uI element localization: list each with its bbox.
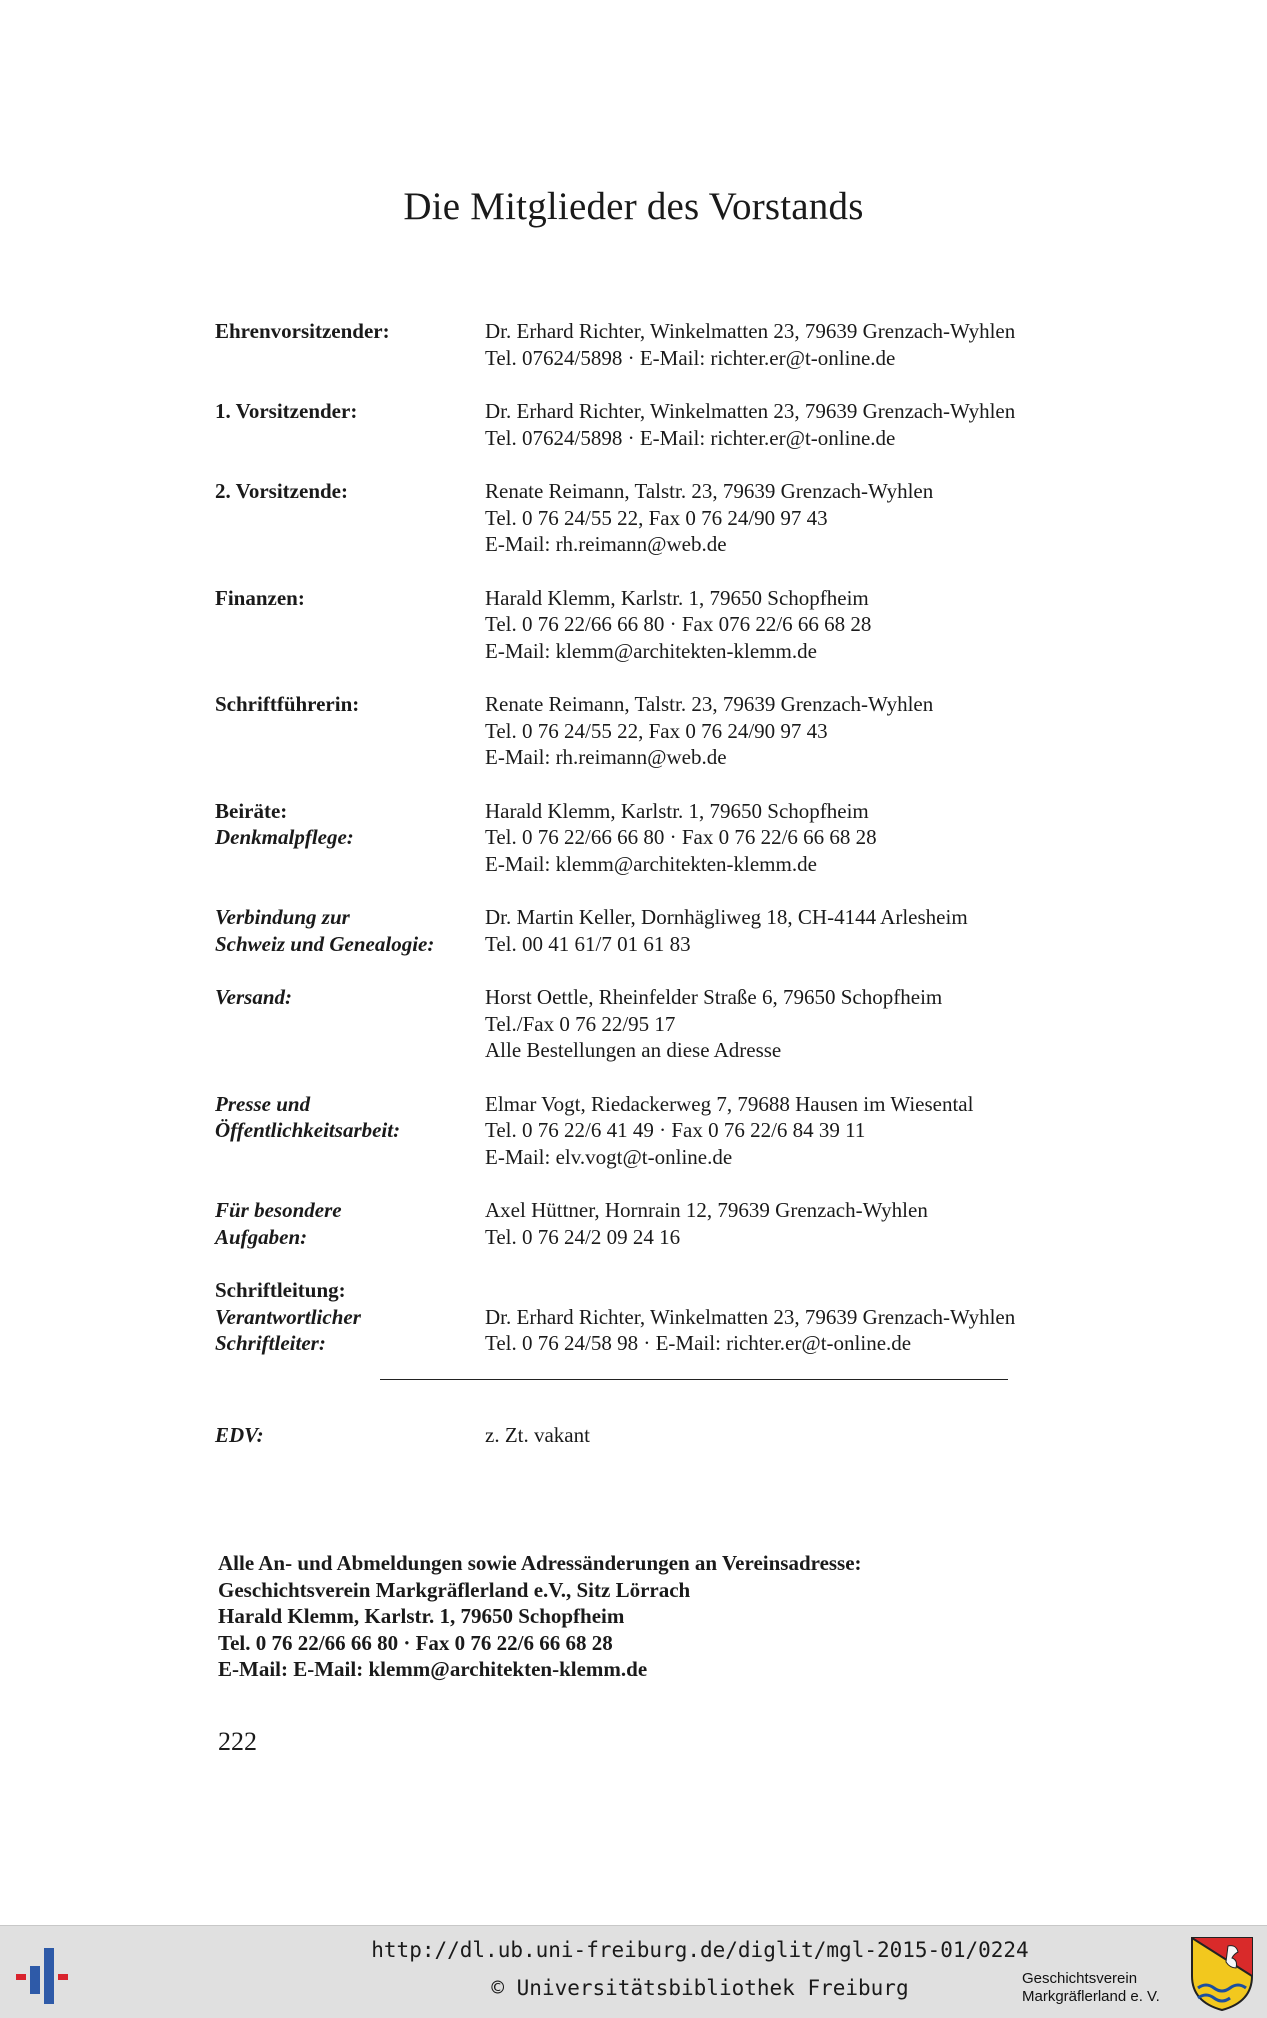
contact-line: Dr. Erhard Richter, Winkelmatten 23, 79639 Grenzach-Wyhlen <box>485 1304 1016 1329</box>
contact-line: E-Mail: rh.reimann@web.de <box>485 532 727 556</box>
role-label: Öffentlichkeitsarbeit: <box>215 1118 401 1142</box>
contact-line: Tel. 0 76 24/2 09 24 16 <box>485 1224 681 1249</box>
entry-besondere-aufgaben <box>215 1197 1135 1250</box>
entry-label <box>215 798 485 878</box>
contact-line: Dr. Erhard Richter, Winkelmatten 23, 79639 Grenzach-Wyhlen <box>485 319 1016 343</box>
permalink-url[interactable]: http://dl.ub.uni-freiburg.de/diglit/mgl-2015-01/0224 <box>371 1938 1029 1962</box>
contact-line: Renate Reimann, Talstr. 23, 79639 Grenzach-Wyhlen <box>485 479 934 503</box>
entry-contact <box>485 318 1135 371</box>
entry-presse <box>215 1091 1135 1171</box>
society-line: Markgräflerland e. V. <box>1022 1988 1160 2005</box>
viewer-footer-bar <box>0 1925 1267 2018</box>
role-label: Schweiz und Genealogie: <box>215 931 435 956</box>
role-sublabel: Denkmalpflege: <box>215 825 354 849</box>
notice-line: Harald Klemm, Karlstr. 1, 79650 Schopfheim <box>218 1604 625 1628</box>
contact-line: Axel Hüttner, Hornrain 12, 79639 Grenzach-Wyhlen <box>485 1198 928 1222</box>
entry-label <box>215 318 485 371</box>
membership-notice <box>218 1550 1118 1683</box>
notice-line: Tel. 0 76 22/66 66 80 · Fax 0 76 22/6 66 68 28 <box>218 1630 613 1655</box>
entry-contact <box>485 585 1135 665</box>
ub-freiburg-logo-icon[interactable] <box>16 1944 82 2004</box>
role-label: Verbindung zur <box>215 905 350 929</box>
role-label: 1. Vorsitzender: <box>215 399 358 423</box>
entry-contact <box>485 478 1135 558</box>
notice-line: E-Mail: E-Mail: klemm@architekten-klemm.de <box>218 1657 648 1681</box>
contact-line <box>485 1277 1135 1304</box>
entry-contact <box>485 1091 1135 1171</box>
contact-line: E-Mail: klemm@architekten-klemm.de <box>485 851 817 876</box>
society-line: Geschichtsverein <box>1022 1970 1138 1987</box>
contact-line: Tel. 0 76 24/58 98 · E-Mail: richter.er@t-online.de <box>485 1331 912 1355</box>
entry-contact <box>485 691 1135 771</box>
notice-line: Geschichtsverein Markgräflerland e.V., Sitz Lörrach <box>218 1577 691 1602</box>
contact-line: E-Mail: elv.vogt@t-online.de <box>485 1144 733 1169</box>
entry-label <box>215 478 485 558</box>
entry-contact <box>485 798 1135 878</box>
role-sublabel: Schriftleiter: <box>215 1331 326 1355</box>
role-label: Aufgaben: <box>215 1224 308 1249</box>
notice-line: Alle An- und Abmeldungen sowie Adressänderungen an Vereinsadresse: <box>218 1551 862 1575</box>
entry-edv <box>215 1422 1135 1449</box>
entry-contact <box>485 904 1135 957</box>
contact-line: E-Mail: klemm@architekten-klemm.de <box>485 638 817 663</box>
contact-line: Tel./Fax 0 76 22/95 17 <box>485 1011 676 1036</box>
page-number: 222 <box>218 1727 257 1756</box>
contact-line: Tel. 0 76 24/55 22, Fax 0 76 24/90 97 43 <box>485 718 828 743</box>
entry-beiraete <box>215 798 1135 878</box>
contact-line: Tel. 0 76 22/66 66 80 · Fax 0 76 22/6 66 68 28 <box>485 825 877 849</box>
entry-label <box>215 904 485 957</box>
entry-label <box>215 1197 485 1250</box>
entry-label <box>215 585 485 665</box>
copyright-text: © Universitätsbibliothek Freiburg <box>491 1976 909 2000</box>
contact-line: Tel. 07624/5898 · E-Mail: richter.er@t-online.de <box>485 345 896 370</box>
entry-contact <box>485 1197 1135 1250</box>
contact-line: Elmar Vogt, Riedackerweg 7, 79688 Hausen im Wiesental <box>485 1091 974 1116</box>
contact-line: Renate Reimann, Talstr. 23, 79639 Grenzach-Wyhlen <box>485 692 934 716</box>
role-label: EDV: <box>215 1423 264 1447</box>
role-label: Schriftleitung: <box>215 1278 346 1302</box>
entry-label <box>215 691 485 771</box>
section-divider <box>380 1379 1008 1380</box>
entry-verbindung-schweiz <box>215 904 1135 957</box>
entry-label <box>215 398 485 451</box>
role-label: Finanzen: <box>215 585 305 610</box>
coat-of-arms-icon <box>1190 1936 1254 2012</box>
entry-label <box>215 984 485 1064</box>
entry-schriftfuehrerin <box>215 691 1135 771</box>
entry-2-vorsitzende <box>215 478 1135 558</box>
entry-finanzen <box>215 585 1135 665</box>
contact-line: Horst Oettle, Rheinfelder Straße 6, 79650 Schopfheim <box>485 985 943 1009</box>
entry-contact <box>485 398 1135 451</box>
entry-contact <box>485 1277 1135 1357</box>
role-label: Beiräte: <box>215 798 288 823</box>
contact-line: Dr. Martin Keller, Dornhägliweg 18, CH-4144 Arlesheim <box>485 905 968 929</box>
entry-ehrenvorsitzender <box>215 318 1135 371</box>
board-members-list <box>215 318 1135 1384</box>
contact-line: Tel. 00 41 61/7 01 61 83 <box>485 931 691 956</box>
role-label: Ehrenvorsitzender: <box>215 319 390 343</box>
contact-line: Alle Bestellungen an diese Adresse <box>485 1038 782 1062</box>
entry-versand <box>215 984 1135 1064</box>
role-label: Schriftführerin: <box>215 692 360 716</box>
contact-line: Dr. Erhard Richter, Winkelmatten 23, 79639 Grenzach-Wyhlen <box>485 399 1016 423</box>
entry-label <box>215 1277 485 1357</box>
entry-schriftleitung <box>215 1277 1135 1357</box>
entry-contact <box>485 984 1135 1064</box>
role-label: Presse und <box>215 1091 311 1116</box>
contact-line: Harald Klemm, Karlstr. 1, 79650 Schopfheim <box>485 798 869 823</box>
contact-line: E-Mail: rh.reimann@web.de <box>485 745 727 769</box>
role-label: Versand: <box>215 985 293 1009</box>
contact-line: Tel. 0 76 24/55 22, Fax 0 76 24/90 97 43 <box>485 505 828 530</box>
role-label: 2. Vorsitzende: <box>215 479 348 503</box>
role-label: Für besondere <box>215 1198 342 1222</box>
contact-line: Tel. 0 76 22/66 66 80 · Fax 076 22/6 66 68 28 <box>485 612 872 636</box>
page-title: Die Mitglieder des Vorstands <box>403 185 864 228</box>
society-name <box>1022 1970 1160 2006</box>
contact-line: Harald Klemm, Karlstr. 1, 79650 Schopfheim <box>485 585 869 610</box>
contact-line: Tel. 07624/5898 · E-Mail: richter.er@t-online.de <box>485 425 896 450</box>
entry-label <box>215 1422 485 1449</box>
entry-1-vorsitzender <box>215 398 1135 451</box>
contact-line: Tel. 0 76 22/6 41 49 · Fax 0 76 22/6 84 39 11 <box>485 1118 866 1142</box>
role-sublabel: Verantwortlicher <box>215 1304 361 1329</box>
entry-contact: z. Zt. vakant <box>485 1423 590 1447</box>
entry-label <box>215 1091 485 1171</box>
